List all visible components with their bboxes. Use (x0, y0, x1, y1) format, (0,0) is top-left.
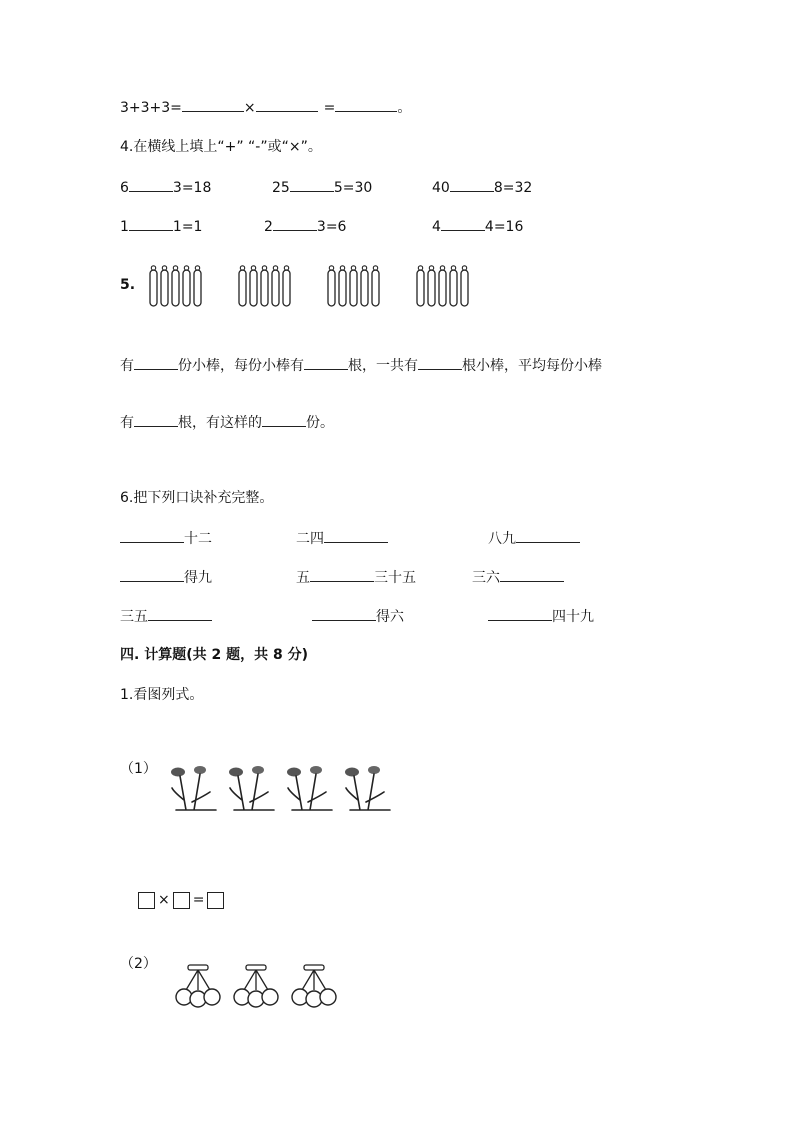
stick (328, 270, 335, 306)
answer-box[interactable] (138, 892, 155, 909)
stick-groups-figure (146, 264, 486, 310)
flower-stem (346, 774, 390, 810)
rhyme-text: 得九 (184, 570, 212, 586)
operator-blank[interactable] (273, 216, 317, 231)
stick (461, 270, 468, 306)
flower-head (310, 766, 322, 774)
operand: 1=1 (172, 219, 203, 235)
text: 有 (120, 358, 134, 374)
stick (261, 270, 268, 306)
flower-stem (288, 774, 332, 810)
operator-blank[interactable] (450, 177, 494, 192)
section-4-heading: 四. 计算题(共 2 题，共 8 分) (120, 647, 308, 663)
flower (229, 766, 274, 810)
operand: 3=6 (316, 219, 347, 235)
answer-blank[interactable] (335, 97, 397, 112)
stick (350, 270, 357, 306)
operand: 25 (272, 180, 290, 196)
operator-item (272, 177, 372, 197)
times-sign: × (243, 100, 256, 116)
flower-stem (230, 774, 274, 810)
stick (361, 270, 368, 306)
answer-blank[interactable] (148, 606, 212, 621)
rhyme-text: 五 (296, 570, 310, 586)
operator-item (120, 177, 211, 197)
operator-blank[interactable] (129, 216, 173, 231)
rhyme-text: 四十九 (552, 609, 594, 625)
question-5-label: 5. (120, 277, 136, 293)
answer-blank[interactable] (256, 97, 318, 112)
answer-blank[interactable] (134, 412, 178, 427)
rhyme-item (312, 606, 404, 626)
flower-head (252, 766, 264, 774)
answer-blank[interactable] (312, 606, 376, 621)
operator-item (264, 216, 346, 236)
stick-group (417, 266, 468, 306)
stick (272, 270, 279, 306)
cherry-stem (302, 970, 326, 990)
operator-blank[interactable] (129, 177, 173, 192)
equals-sign: = (192, 892, 205, 908)
text: 份。 (306, 415, 334, 431)
answer-box[interactable] (207, 892, 224, 909)
operand: 4=16 (484, 219, 524, 235)
stick (150, 270, 157, 306)
rhyme-item (488, 606, 594, 626)
answer-blank[interactable] (120, 528, 184, 543)
period: 。 (397, 100, 412, 116)
cherry (262, 989, 278, 1005)
rhyme-text: 三五 (120, 609, 148, 625)
stick (194, 270, 201, 306)
text: 有 (120, 415, 134, 431)
cherry-group (292, 965, 336, 1007)
operand: 6 (120, 180, 129, 196)
cherry (320, 989, 336, 1005)
stick (439, 270, 446, 306)
rhyme-text: 得六 (376, 609, 404, 625)
flower-head (345, 768, 359, 777)
cherry-leaf (246, 965, 266, 970)
operand: 1 (120, 219, 129, 235)
text: 根，有这样的 (178, 415, 262, 431)
addition-expression: 3+3+3= (120, 100, 182, 116)
flower-head (171, 768, 185, 777)
answer-blank[interactable] (120, 567, 184, 582)
answer-blank[interactable] (324, 528, 388, 543)
rhyme-item (296, 528, 388, 548)
q5-sentence-1 (120, 355, 602, 375)
cherry-stem (186, 970, 210, 990)
stick (339, 270, 346, 306)
flower (171, 766, 216, 810)
operand: 4 (432, 219, 441, 235)
stick (283, 270, 290, 306)
part-2-label: （2） (120, 956, 157, 972)
answer-blank[interactable] (134, 355, 178, 370)
cherry-leaf (304, 965, 324, 970)
rhyme-item (120, 567, 212, 587)
flower-stem (172, 774, 216, 810)
stick (183, 270, 190, 306)
multiplication-line (120, 97, 411, 117)
stick (372, 270, 379, 306)
flower-head (287, 768, 301, 777)
flower (287, 766, 332, 810)
flower-head (194, 766, 206, 774)
rhyme-item (120, 528, 212, 548)
text: 根，一共有 (348, 358, 418, 374)
rhyme-item (488, 528, 580, 548)
stick (161, 270, 168, 306)
operand: 2 (264, 219, 273, 235)
operand: 3=18 (172, 180, 212, 196)
answer-blank[interactable] (182, 97, 244, 112)
stick (450, 270, 457, 306)
cherry-stem (244, 970, 268, 990)
stick-group (328, 266, 379, 306)
answer-blank[interactable] (418, 355, 462, 370)
calc-1-title: 1.看图列式。 (120, 687, 204, 703)
answer-box[interactable] (173, 892, 190, 909)
answer-blank[interactable] (516, 528, 580, 543)
rhyme-text: 三十五 (374, 570, 416, 586)
answer-blank[interactable] (310, 567, 374, 582)
answer-blank[interactable] (262, 412, 306, 427)
answer-blank[interactable] (488, 606, 552, 621)
q5-sentence-2 (120, 412, 334, 432)
flower-head (368, 766, 380, 774)
cherry (204, 989, 220, 1005)
text: 根小棒，平均每份小棒 (462, 358, 602, 374)
equals-sign: = (323, 100, 336, 116)
flowers-figure (162, 762, 402, 818)
answer-blank[interactable] (304, 355, 348, 370)
rhyme-text: 三六 (472, 570, 500, 586)
flower-head (229, 768, 243, 777)
cherry-group (234, 965, 278, 1007)
operator-blank[interactable] (441, 216, 485, 231)
answer-blank[interactable] (500, 567, 564, 582)
operator-item (432, 177, 532, 197)
operand: 40 (432, 180, 450, 196)
question-6-title: 6.把下列口诀补充完整。 (120, 490, 274, 506)
stick (172, 270, 179, 306)
cherries-figure (172, 962, 352, 1010)
times-sign: × (158, 892, 170, 908)
flower (345, 766, 390, 810)
stick (239, 270, 246, 306)
stick (417, 270, 424, 306)
rhyme-item (120, 606, 212, 626)
stick (428, 270, 435, 306)
stick-group (150, 266, 201, 306)
rhyme-text: 十二 (184, 531, 212, 547)
operand: 5=30 (333, 180, 373, 196)
stick (250, 270, 257, 306)
rhyme-item (472, 567, 564, 587)
rhyme-item (296, 567, 416, 587)
part-1-label: （1） (120, 761, 157, 777)
cherry-group (176, 965, 220, 1007)
operator-item (120, 216, 202, 236)
rhyme-text: 八九 (488, 531, 516, 547)
operator-blank[interactable] (290, 177, 334, 192)
equation-boxes (138, 890, 224, 910)
text: 份小棒，每份小棒有 (178, 358, 304, 374)
operand: 8=32 (493, 180, 533, 196)
question-4-title: 4.在横线上填上“+” “-”或“×”。 (120, 139, 322, 155)
operator-item (432, 216, 523, 236)
stick-group (239, 266, 290, 306)
cherry-leaf (188, 965, 208, 970)
rhyme-text: 二四 (296, 531, 324, 547)
